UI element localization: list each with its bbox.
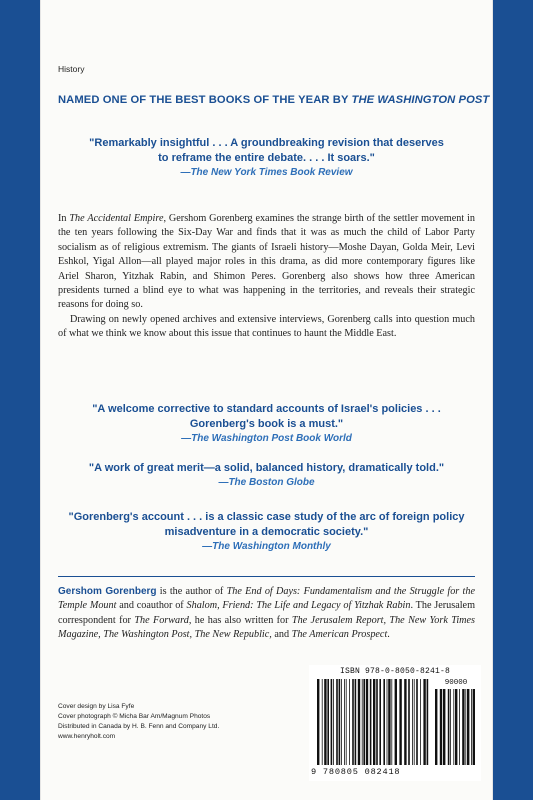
right-edge-line bbox=[492, 0, 493, 800]
barcode-bar bbox=[412, 679, 413, 765]
quote-line: Gorenberg's book is a must." bbox=[189, 418, 344, 430]
quote-source: —The Boston Globe bbox=[218, 477, 315, 488]
bio-publication: The American Prospect bbox=[291, 629, 388, 641]
quote-line: "Remarkably insightful . . . A groundbreaking revision that deserves bbox=[89, 137, 444, 149]
bio-book-title: The End of Days: Fundamentalism and the Struggle for the Temple Mount bbox=[58, 586, 475, 612]
right-blue-band bbox=[493, 0, 533, 800]
barcode-bar bbox=[362, 679, 363, 765]
credit-line: Cover design by Lisa Fyfe bbox=[58, 703, 135, 710]
isbn-barcode-box bbox=[309, 665, 481, 781]
cover-credits bbox=[58, 702, 219, 742]
cover-content bbox=[58, 0, 490, 800]
barcode-bar bbox=[355, 679, 357, 765]
author-name: Gershom Gorenberg bbox=[58, 586, 157, 597]
barcode-bar bbox=[383, 679, 385, 765]
barcode-bar bbox=[358, 679, 360, 765]
barcode-bar bbox=[322, 679, 323, 765]
review-quote-washington-monthly bbox=[58, 510, 475, 554]
quote-source: —The New York Times Book Review bbox=[180, 167, 353, 178]
barcode-bar bbox=[414, 679, 415, 765]
barcode-bar bbox=[363, 679, 365, 765]
quote-source: —The Washington Monthly bbox=[202, 541, 331, 552]
left-edge-line bbox=[40, 0, 41, 800]
ean-number: 9 780805 082418 bbox=[311, 767, 401, 777]
barcode-bar bbox=[420, 679, 421, 765]
author-bio bbox=[58, 585, 475, 643]
quote-line: "A welcome corrective to standard accounts of Israel's policies . . . bbox=[92, 403, 441, 415]
description-text: In bbox=[58, 213, 70, 224]
price-addon-number: 90000 bbox=[444, 679, 468, 687]
description-paragraph-1 bbox=[58, 212, 475, 313]
banner-prefix: NAMED ONE OF THE BEST BOOKS OF THE YEAR BY bbox=[58, 94, 352, 106]
bio-publication: The Forward bbox=[134, 614, 189, 626]
barcode-bar bbox=[455, 689, 457, 765]
bio-text: , he has also written for bbox=[188, 614, 292, 626]
quote-line: to reframe the entire debate. . . . It soars." bbox=[158, 152, 375, 164]
barcode-bar bbox=[346, 679, 347, 765]
barcode-bar bbox=[435, 689, 437, 765]
barcode-bar bbox=[404, 679, 406, 765]
banner-publication: THE WASHINGTON POST bbox=[351, 94, 490, 106]
description-paragraph-2: Drawing on newly opened archives and extensive interviews, Gorenberg calls into question much of what we think we know about this issue that continues to haunt the Middle East. bbox=[58, 313, 475, 340]
book-description bbox=[58, 212, 475, 342]
bio-book-title: Shalom, Friend: The Life and Legacy of Yitzhak Rabin bbox=[186, 600, 411, 612]
barcode-bar bbox=[339, 679, 341, 765]
barcode-bar bbox=[333, 679, 334, 765]
best-books-banner bbox=[58, 94, 490, 106]
barcode-bar bbox=[370, 679, 372, 765]
quote-line: misadventure in a democratic society." bbox=[164, 526, 369, 538]
review-quote-boston-globe bbox=[58, 461, 475, 490]
barcode-bar bbox=[344, 679, 345, 765]
bio-text: and coauthor of bbox=[116, 600, 187, 612]
barcode-bar bbox=[423, 679, 425, 765]
barcode-bar bbox=[388, 679, 390, 765]
review-quote-wapo bbox=[58, 402, 475, 446]
bio-text: is the author of bbox=[156, 586, 227, 597]
quote-source: —The Washington Post Book World bbox=[181, 433, 352, 444]
credit-line: Distributed in Canada by H. B. Fenn and Company Ltd. bbox=[58, 723, 220, 730]
barcode-bar bbox=[448, 689, 450, 765]
review-quote-nyt bbox=[58, 136, 475, 180]
barcode-bar bbox=[399, 679, 401, 765]
category-label: History bbox=[58, 64, 85, 74]
barcode-bar bbox=[324, 679, 326, 765]
barcode-bar bbox=[459, 689, 460, 765]
bio-text: . The Jerusalem correspondent for bbox=[58, 600, 476, 626]
bio-text: and bbox=[271, 629, 292, 641]
barcode-bar bbox=[408, 679, 410, 765]
barcode-bar bbox=[453, 689, 454, 765]
barcode-bar bbox=[331, 679, 333, 765]
barcode-bar bbox=[473, 689, 475, 765]
barcode-bar bbox=[467, 689, 469, 765]
bio-publication: The Jerusalem Report, The New York Times Magazine, The Washington Post, The New Republic, bbox=[58, 614, 475, 641]
barcode-bar bbox=[465, 689, 466, 765]
addon-barcode bbox=[435, 689, 477, 765]
barcode-bar bbox=[366, 679, 368, 765]
barcode-bar bbox=[352, 679, 354, 765]
barcode-bar bbox=[471, 689, 472, 765]
barcode-bar bbox=[391, 679, 392, 765]
barcode-bar bbox=[462, 689, 464, 765]
barcode-bar bbox=[349, 679, 350, 765]
barcode-bar bbox=[387, 679, 388, 765]
quote-line: "A work of great merit—a solid, balanced history, dramatically told." bbox=[88, 462, 445, 474]
barcode-bar bbox=[341, 679, 342, 765]
barcode-bar bbox=[376, 679, 378, 765]
barcode-bar bbox=[440, 689, 442, 765]
bio-text: . bbox=[387, 629, 390, 641]
book-title-italic: The Accidental Empire bbox=[69, 213, 164, 224]
barcode-bar bbox=[317, 679, 319, 765]
barcode-bar bbox=[427, 679, 429, 765]
isbn-number: ISBN 978-0-8050-8241-8 bbox=[339, 667, 451, 676]
divider-rule bbox=[58, 576, 475, 577]
quote-line: "Gorenberg's account . . . is a classic case study of the arc of foreign policy bbox=[68, 511, 465, 523]
barcode-bar bbox=[443, 689, 445, 765]
credit-line: Cover photograph © Micha Bar Am/Magnum Photos bbox=[58, 713, 211, 720]
ean-barcode bbox=[317, 679, 429, 765]
barcode-bar bbox=[373, 679, 375, 765]
barcode-bar bbox=[336, 679, 338, 765]
publisher-website: www.henryholt.com bbox=[58, 733, 116, 740]
barcode-bar bbox=[416, 679, 418, 765]
barcode-bar bbox=[450, 689, 451, 765]
left-blue-band bbox=[0, 0, 40, 800]
barcode-bar bbox=[327, 679, 329, 765]
barcode-bar bbox=[379, 679, 381, 765]
description-text: , Gershom Gorenberg examines the strange birth of the settler movement in the ten years following the Six-Day War and finds that it was as much the child of Labor Party socialism as of religious extremism. The giants of Israeli history—Moshe Dayan, Golda Meir, Levi Eshkol, Yigal Allon—all played major roles in this drama, as did more contemporary figures like Ariel Sharon, Yitzhak Rabin, and Shimon Peres. Gorenberg also shows how three American presidents turned a blind eye to what was happening in the territories, and reveals their strategic reasons for doing so. bbox=[58, 213, 475, 311]
barcode-bar bbox=[395, 679, 397, 765]
